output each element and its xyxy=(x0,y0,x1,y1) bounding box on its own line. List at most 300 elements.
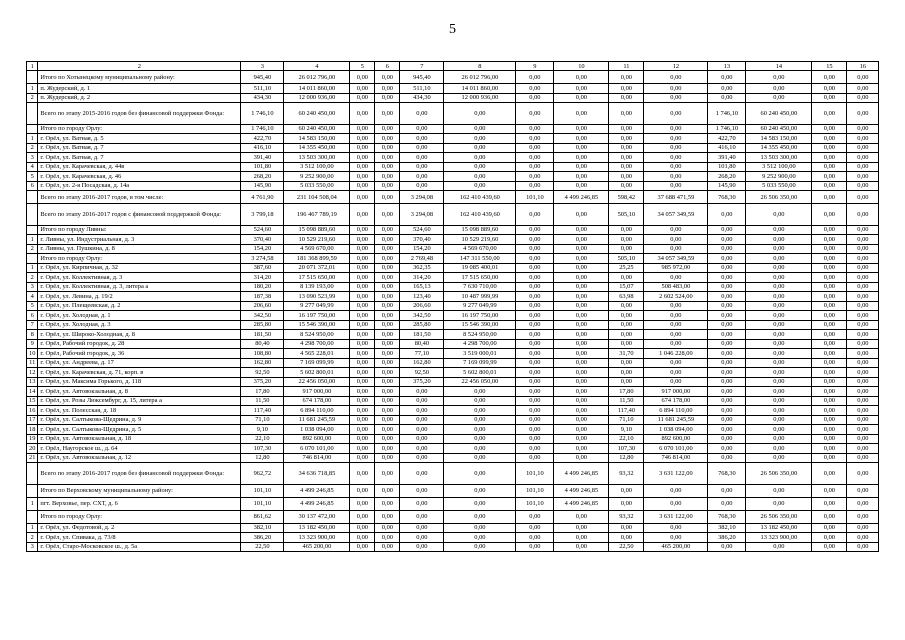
value-cell: 0,00 xyxy=(516,368,554,378)
value-cell: 0,00 xyxy=(746,263,812,273)
column-number-cell: 1 xyxy=(27,62,38,71)
value-cell: 0,00 xyxy=(350,425,375,435)
row-number-cell xyxy=(27,103,38,125)
table-row xyxy=(27,377,879,387)
value-cell: 0,00 xyxy=(554,358,609,368)
value-cell: 10 529 219,60 xyxy=(284,235,350,245)
value-cell: 0,00 xyxy=(708,387,746,397)
value-cell: 0,00 xyxy=(708,368,746,378)
value-cell: 0,00 xyxy=(746,311,812,321)
value-cell: 6 894 110,00 xyxy=(284,406,350,416)
address-cell: г. Ливны, ул. Индустриальная, д. 3 xyxy=(38,235,241,245)
value-cell: 2 602 524,00 xyxy=(644,292,708,302)
value-cell: 0,00 xyxy=(444,542,516,552)
value-cell: 0,00 xyxy=(375,301,400,311)
page-number: 5 xyxy=(449,22,456,37)
value-cell: 0,00 xyxy=(708,84,746,94)
value-cell: 0,00 xyxy=(746,204,812,226)
value-cell: 0,00 xyxy=(554,263,609,273)
value-cell: 0,00 xyxy=(350,368,375,378)
value-cell: 0,00 xyxy=(375,181,400,191)
column-number-cell: 15 xyxy=(812,62,847,71)
value-cell: 15 546 390,00 xyxy=(284,320,350,330)
address-cell: г. Орёл, ул. Спивака, д. 73/8 xyxy=(38,533,241,543)
value-cell: 0,00 xyxy=(644,484,708,497)
value-cell: 0,00 xyxy=(516,542,554,552)
value-cell: 7 630 710,00 xyxy=(444,282,516,292)
value-cell: 0,00 xyxy=(400,396,444,406)
value-cell: 0,00 xyxy=(708,225,746,235)
value-cell: 0,00 xyxy=(609,320,644,330)
table-row xyxy=(27,162,879,172)
value-cell: 0,00 xyxy=(350,273,375,283)
address-cell: г. Орёл, ул. Широко-Холодная, д. 8 xyxy=(38,330,241,340)
value-cell: 0,00 xyxy=(350,349,375,359)
value-cell: 0,00 xyxy=(350,523,375,533)
value-cell: 0,00 xyxy=(812,191,847,204)
value-cell: 60 240 450,00 xyxy=(746,124,812,134)
value-cell: 0,00 xyxy=(609,162,644,172)
value-cell: 101,10 xyxy=(516,191,554,204)
value-cell: 0,00 xyxy=(708,263,746,273)
address-cell: г. Орёл, ул. Коллективная, д. 3, литера а xyxy=(38,282,241,292)
value-cell: 268,20 xyxy=(708,172,746,182)
value-cell: 34 636 718,85 xyxy=(284,463,350,485)
value-cell: 0,00 xyxy=(847,301,879,311)
row-number-cell: 19 xyxy=(27,434,38,444)
value-cell: 0,00 xyxy=(644,143,708,153)
value-cell: 0,00 xyxy=(350,204,375,226)
value-cell: 0,00 xyxy=(708,254,746,264)
value-cell: 0,00 xyxy=(444,181,516,191)
value-cell: 93,32 xyxy=(609,510,644,523)
value-cell: 0,00 xyxy=(847,406,879,416)
value-cell: 0,00 xyxy=(400,124,444,134)
table-row xyxy=(27,387,879,397)
value-cell: 101,10 xyxy=(516,497,554,510)
value-cell: 0,00 xyxy=(644,103,708,125)
value-cell: 26 506 350,00 xyxy=(746,191,812,204)
value-cell: 13 182 450,00 xyxy=(746,523,812,533)
value-cell: 0,00 xyxy=(350,396,375,406)
value-cell: 0,00 xyxy=(746,292,812,302)
value-cell: 0,00 xyxy=(375,172,400,182)
row-number-cell: 16 xyxy=(27,406,38,416)
value-cell: 0,00 xyxy=(847,463,879,485)
column-number-cell: 10 xyxy=(554,62,609,71)
value-cell: 0,00 xyxy=(554,523,609,533)
value-cell: 0,00 xyxy=(516,162,554,172)
value-cell: 0,00 xyxy=(644,523,708,533)
value-cell: 0,00 xyxy=(847,415,879,425)
row-number-cell: 3 xyxy=(27,542,38,552)
value-cell: 0,00 xyxy=(847,497,879,510)
value-cell: 14 355 450,00 xyxy=(746,143,812,153)
value-cell: 0,00 xyxy=(375,510,400,523)
table-row xyxy=(27,103,879,125)
value-cell: 422,70 xyxy=(708,134,746,144)
value-cell: 15,07 xyxy=(609,282,644,292)
value-cell: 0,00 xyxy=(350,84,375,94)
value-cell: 0,00 xyxy=(812,484,847,497)
value-cell: 0,00 xyxy=(812,320,847,330)
value-cell: 0,00 xyxy=(444,134,516,144)
value-cell: 0,00 xyxy=(516,273,554,283)
value-cell: 342,50 xyxy=(241,311,284,321)
value-cell: 34 057 349,59 xyxy=(644,254,708,264)
table-row xyxy=(27,311,879,321)
address-cell: Итого по городу Ливны: xyxy=(38,225,241,235)
value-cell: 1 046 228,00 xyxy=(644,349,708,359)
value-cell: 3 274,58 xyxy=(241,254,284,264)
value-cell: 92,50 xyxy=(241,368,284,378)
value-cell: 14 583 150,00 xyxy=(746,134,812,144)
value-cell: 0,00 xyxy=(350,453,375,463)
value-cell: 768,30 xyxy=(708,510,746,523)
address-cell: г. Орёл, Наугорское ш., д. 64 xyxy=(38,444,241,454)
value-cell: 985 972,00 xyxy=(644,263,708,273)
value-cell: 0,00 xyxy=(554,71,609,84)
value-cell: 101,10 xyxy=(241,497,284,510)
value-cell: 0,00 xyxy=(644,244,708,254)
value-cell: 511,10 xyxy=(241,84,284,94)
value-cell: 0,00 xyxy=(609,124,644,134)
value-cell: 0,00 xyxy=(847,263,879,273)
row-number-cell xyxy=(27,191,38,204)
value-cell: 0,00 xyxy=(847,204,879,226)
row-number-cell: 18 xyxy=(27,425,38,435)
value-cell: 386,20 xyxy=(241,533,284,543)
value-cell: 15 546 390,00 xyxy=(444,320,516,330)
value-cell: 0,00 xyxy=(812,415,847,425)
value-cell: 165,13 xyxy=(400,282,444,292)
value-cell: 4 499 246,85 xyxy=(554,191,609,204)
value-cell: 0,00 xyxy=(444,444,516,454)
table-row xyxy=(27,124,879,134)
table-row xyxy=(27,235,879,245)
value-cell: 0,00 xyxy=(554,510,609,523)
value-cell: 9 252 900,00 xyxy=(746,172,812,182)
value-cell: 26 012 796,00 xyxy=(284,71,350,84)
value-cell: 0,00 xyxy=(375,358,400,368)
address-cell: Итого по Верховскому муниципальному району: xyxy=(38,484,241,497)
value-cell: 0,00 xyxy=(400,143,444,153)
value-cell: 3 519 000,01 xyxy=(444,349,516,359)
value-cell: 0,00 xyxy=(609,143,644,153)
value-cell: 375,20 xyxy=(400,377,444,387)
value-cell: 14 011 860,00 xyxy=(284,84,350,94)
value-cell: 0,00 xyxy=(554,162,609,172)
value-cell: 0,00 xyxy=(516,235,554,245)
value-cell: 0,00 xyxy=(516,453,554,463)
value-cell: 0,00 xyxy=(350,263,375,273)
value-cell: 3 294,08 xyxy=(400,191,444,204)
value-cell: 0,00 xyxy=(644,533,708,543)
value-cell: 0,00 xyxy=(516,330,554,340)
value-cell: 0,00 xyxy=(375,368,400,378)
value-cell: 0,00 xyxy=(516,533,554,543)
value-cell: 0,00 xyxy=(847,71,879,84)
value-cell: 0,00 xyxy=(746,244,812,254)
value-cell: 0,00 xyxy=(400,542,444,552)
value-cell: 0,00 xyxy=(375,84,400,94)
value-cell: 0,00 xyxy=(516,387,554,397)
value-cell: 0,00 xyxy=(746,84,812,94)
value-cell: 0,00 xyxy=(554,143,609,153)
value-cell: 0,00 xyxy=(746,387,812,397)
table-row xyxy=(27,225,879,235)
value-cell: 0,00 xyxy=(847,453,879,463)
value-cell: 0,00 xyxy=(375,406,400,416)
value-cell: 0,00 xyxy=(375,311,400,321)
value-cell: 92,50 xyxy=(400,368,444,378)
address-cell: г. Орёл, ул. Карачевская, д. 44в xyxy=(38,162,241,172)
value-cell: 15 098 889,60 xyxy=(444,225,516,235)
value-cell: 0,00 xyxy=(746,71,812,84)
value-cell: 0,00 xyxy=(847,396,879,406)
address-cell: г. Орёл, ул. Кирпичная, д. 32 xyxy=(38,263,241,273)
value-cell: 0,00 xyxy=(400,444,444,454)
value-cell: 0,00 xyxy=(812,339,847,349)
value-cell: 0,00 xyxy=(708,444,746,454)
value-cell: 0,00 xyxy=(609,225,644,235)
value-cell: 0,00 xyxy=(554,172,609,182)
value-cell: 674 178,00 xyxy=(284,396,350,406)
value-cell: 0,00 xyxy=(609,273,644,283)
value-cell: 0,00 xyxy=(708,396,746,406)
row-number-cell: 7 xyxy=(27,320,38,330)
value-cell: 0,00 xyxy=(609,244,644,254)
value-cell: 0,00 xyxy=(746,254,812,264)
address-cell: г. Орёл, ул. Автовокзальная, д. 8 xyxy=(38,387,241,397)
value-cell: 0,00 xyxy=(554,320,609,330)
row-number-cell: 3 xyxy=(27,153,38,163)
value-cell: 5 033 550,00 xyxy=(284,181,350,191)
resettlement-table xyxy=(26,61,879,552)
table-row xyxy=(27,84,879,94)
value-cell: 0,00 xyxy=(746,358,812,368)
value-cell: 0,00 xyxy=(812,523,847,533)
value-cell: 370,40 xyxy=(400,235,444,245)
value-cell: 0,00 xyxy=(847,143,879,153)
value-cell: 26 012 796,00 xyxy=(444,71,516,84)
value-cell: 107,30 xyxy=(241,444,284,454)
value-cell: 0,00 xyxy=(375,339,400,349)
table-row xyxy=(27,415,879,425)
value-cell: 0,00 xyxy=(350,358,375,368)
value-cell: 0,00 xyxy=(516,510,554,523)
value-cell: 5 602 800,01 xyxy=(444,368,516,378)
value-cell: 0,00 xyxy=(350,143,375,153)
value-cell: 1 038 094,00 xyxy=(284,425,350,435)
column-number-cell: 8 xyxy=(444,62,516,71)
value-cell: 0,00 xyxy=(375,204,400,226)
value-cell: 434,30 xyxy=(400,93,444,103)
value-cell: 0,00 xyxy=(644,225,708,235)
value-cell: 1 038 094,00 xyxy=(644,425,708,435)
value-cell: 0,00 xyxy=(644,358,708,368)
value-cell: 382,10 xyxy=(708,523,746,533)
value-cell: 511,10 xyxy=(400,84,444,94)
value-cell: 0,00 xyxy=(644,71,708,84)
value-cell: 434,30 xyxy=(241,93,284,103)
address-cell: Итого по Хотынецкому муниципальному району: xyxy=(38,71,241,84)
address-cell: г. Орёл, ул. Ватная, д. 7 xyxy=(38,153,241,163)
value-cell: 0,00 xyxy=(350,181,375,191)
value-cell: 0,00 xyxy=(554,330,609,340)
value-cell: 17,80 xyxy=(609,387,644,397)
value-cell: 0,00 xyxy=(375,377,400,387)
value-cell: 0,00 xyxy=(375,235,400,245)
value-cell: 19 085 400,01 xyxy=(444,263,516,273)
value-cell: 465 200,00 xyxy=(284,542,350,552)
value-cell: 0,00 xyxy=(400,497,444,510)
value-cell: 0,00 xyxy=(708,320,746,330)
table-row xyxy=(27,434,879,444)
value-cell: 0,00 xyxy=(847,93,879,103)
table-row xyxy=(27,453,879,463)
value-cell: 0,00 xyxy=(812,292,847,302)
value-cell: 0,00 xyxy=(812,301,847,311)
value-cell: 22,50 xyxy=(241,542,284,552)
value-cell: 145,90 xyxy=(708,181,746,191)
value-cell: 0,00 xyxy=(644,301,708,311)
value-cell: 0,00 xyxy=(812,387,847,397)
table-row xyxy=(27,444,879,454)
value-cell: 0,00 xyxy=(847,368,879,378)
value-cell: 0,00 xyxy=(644,172,708,182)
table-row xyxy=(27,282,879,292)
value-cell: 0,00 xyxy=(375,330,400,340)
value-cell: 0,00 xyxy=(746,542,812,552)
value-cell: 13 503 300,00 xyxy=(746,153,812,163)
value-cell: 0,00 xyxy=(746,330,812,340)
value-cell: 0,00 xyxy=(400,523,444,533)
value-cell: 162 410 439,60 xyxy=(444,191,516,204)
value-cell: 0,00 xyxy=(847,282,879,292)
value-cell: 0,00 xyxy=(812,273,847,283)
value-cell: 0,00 xyxy=(708,71,746,84)
row-number-cell: 1 xyxy=(27,523,38,533)
value-cell: 231 104 508,04 xyxy=(284,191,350,204)
address-cell: г. Орёл, ул. Ватная, д. 5 xyxy=(38,134,241,144)
value-cell: 0,00 xyxy=(812,103,847,125)
value-cell: 0,00 xyxy=(350,282,375,292)
value-cell: 0,00 xyxy=(516,71,554,84)
row-number-cell: 15 xyxy=(27,396,38,406)
row-number-cell: 2 xyxy=(27,533,38,543)
value-cell: 14 583 150,00 xyxy=(284,134,350,144)
value-cell: 342,50 xyxy=(400,311,444,321)
value-cell: 0,00 xyxy=(746,396,812,406)
value-cell: 0,00 xyxy=(400,103,444,125)
value-cell: 0,00 xyxy=(644,330,708,340)
value-cell: 181 368 899,59 xyxy=(284,254,350,264)
value-cell: 0,00 xyxy=(554,349,609,359)
value-cell: 13 323 900,00 xyxy=(746,533,812,543)
value-cell: 26 506 350,00 xyxy=(746,463,812,485)
row-number-cell: 14 xyxy=(27,387,38,397)
value-cell: 0,00 xyxy=(847,134,879,144)
value-cell: 0,00 xyxy=(350,172,375,182)
row-number-cell: 3 xyxy=(27,282,38,292)
value-cell: 71,10 xyxy=(609,415,644,425)
row-number-cell xyxy=(27,484,38,497)
value-cell: 0,00 xyxy=(350,71,375,84)
value-cell: 0,00 xyxy=(847,434,879,444)
value-cell: 4 499 246,85 xyxy=(554,463,609,485)
value-cell: 0,00 xyxy=(554,134,609,144)
address-cell: г. Орёл, ул. Карачевская, д. 71, корп. в xyxy=(38,368,241,378)
value-cell: 0,00 xyxy=(516,425,554,435)
value-cell: 0,00 xyxy=(516,358,554,368)
value-cell: 0,00 xyxy=(847,484,879,497)
value-cell: 9 252 900,00 xyxy=(284,172,350,182)
value-cell: 0,00 xyxy=(812,542,847,552)
value-cell: 147 311 550,00 xyxy=(444,254,516,264)
value-cell: 0,00 xyxy=(350,301,375,311)
value-cell: 1 746,10 xyxy=(708,124,746,134)
value-cell: 0,00 xyxy=(350,463,375,485)
value-cell: 0,00 xyxy=(516,93,554,103)
value-cell: 180,20 xyxy=(241,282,284,292)
value-cell: 0,00 xyxy=(847,377,879,387)
value-cell: 60 240 450,00 xyxy=(746,103,812,125)
value-cell: 4 499 246,85 xyxy=(284,484,350,497)
value-cell: 123,40 xyxy=(400,292,444,302)
value-cell: 0,00 xyxy=(375,453,400,463)
table-row xyxy=(27,93,879,103)
value-cell: 11 681 245,59 xyxy=(644,415,708,425)
address-cell: г. Орёл, Старо-Московское ш., д. 5а xyxy=(38,542,241,552)
value-cell: 0,00 xyxy=(375,396,400,406)
value-cell: 0,00 xyxy=(812,396,847,406)
value-cell: 0,00 xyxy=(746,484,812,497)
value-cell: 0,00 xyxy=(554,415,609,425)
value-cell: 0,00 xyxy=(554,204,609,226)
value-cell: 0,00 xyxy=(400,415,444,425)
value-cell: 0,00 xyxy=(746,377,812,387)
value-cell: 0,00 xyxy=(375,484,400,497)
value-cell: 0,00 xyxy=(812,425,847,435)
value-cell: 0,00 xyxy=(516,84,554,94)
value-cell: 107,30 xyxy=(609,444,644,454)
value-cell: 0,00 xyxy=(516,301,554,311)
value-cell: 0,00 xyxy=(708,235,746,245)
value-cell: 0,00 xyxy=(516,181,554,191)
value-cell: 0,00 xyxy=(400,134,444,144)
value-cell: 505,10 xyxy=(609,254,644,264)
value-cell: 375,20 xyxy=(241,377,284,387)
value-cell: 206,60 xyxy=(400,301,444,311)
value-cell: 0,00 xyxy=(812,134,847,144)
value-cell: 25,25 xyxy=(609,263,644,273)
value-cell: 962,72 xyxy=(241,463,284,485)
value-cell: 0,00 xyxy=(812,497,847,510)
address-cell: г. Орёл, ул. Автовокзальная, д. 12 xyxy=(38,453,241,463)
value-cell: 0,00 xyxy=(812,124,847,134)
value-cell: 0,00 xyxy=(812,358,847,368)
value-cell: 0,00 xyxy=(350,415,375,425)
value-cell: 0,00 xyxy=(516,282,554,292)
value-cell: 12 000 936,00 xyxy=(444,93,516,103)
value-cell: 0,00 xyxy=(812,311,847,321)
value-cell: 0,00 xyxy=(554,153,609,163)
value-cell: 0,00 xyxy=(444,162,516,172)
value-cell: 13 090 523,99 xyxy=(284,292,350,302)
row-number-cell: 17 xyxy=(27,415,38,425)
value-cell: 0,00 xyxy=(444,396,516,406)
